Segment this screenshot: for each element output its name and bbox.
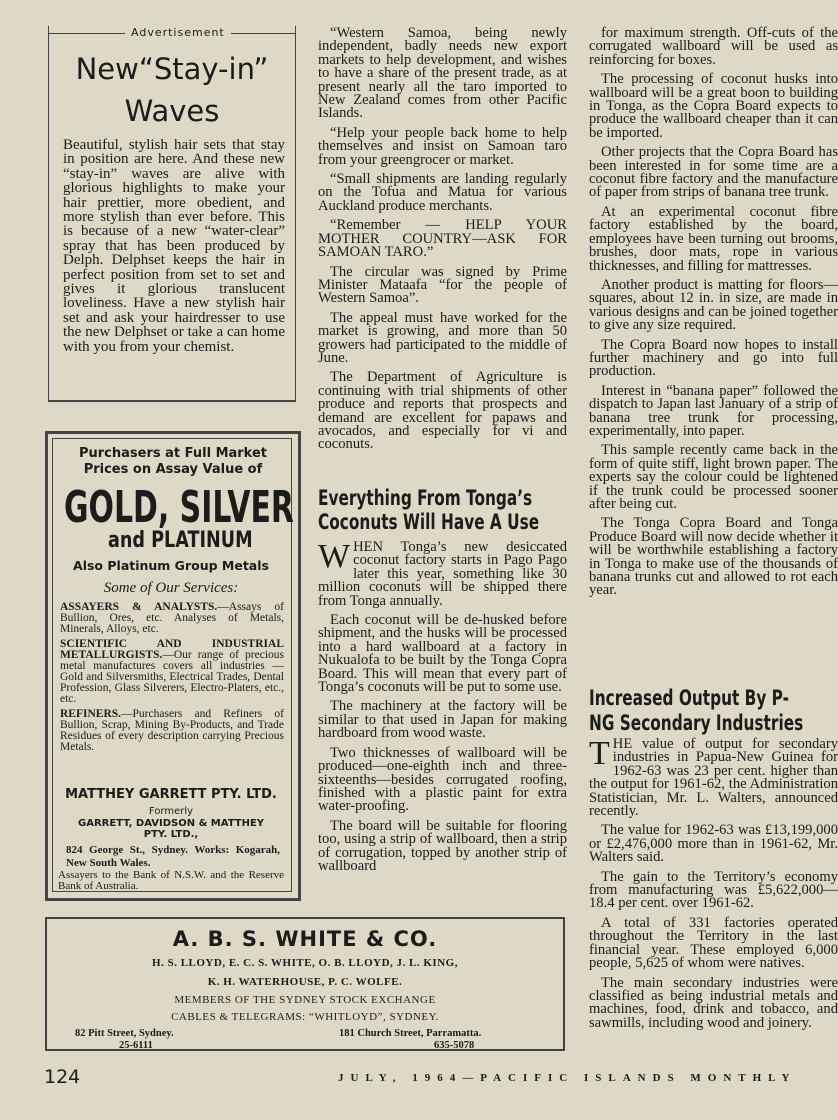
ad-white-names-1: H. S. LLOYD, E. C. S. WHITE, O. B. LLOYD, J. L. KING, bbox=[152, 957, 458, 969]
ad-body: Beautiful, stylish hair sets that stay in position are here. And these new “stay-in” waves are alive with glorious highlights to make your hair prettier, more obedient, and more stylish than ever before. This is because of a new “water-clear” spray that has been produced by Delph. Delphset keeps the hair in perfect position from set to set and gives it glorious translucent loveliness. Have a new stylish hair set and ask your hairdresser to use the new Delphset or take a can home with you from your chemist. bbox=[63, 137, 285, 355]
ad-gold-intro: Purchasers at Full Market Prices on Assay Value of bbox=[78, 446, 268, 477]
col2-p12: The board will be suitable for flooring too, using a strip of wallboard, then a strip of corrugation, topped by another strip of wallboard bbox=[318, 817, 567, 874]
ad-white-names-2: K. H. WATERHOUSE, P. C. WOLFE. bbox=[207, 976, 403, 988]
ad-gold-assayers: Assayers to the Bank of N.S.W. and the Reserve Bank of Australia. bbox=[58, 869, 284, 892]
ad-gold-svc3 bbox=[60, 709, 284, 753]
col2-heading-text: Everything From Tonga’s Coconuts Will Have A Use bbox=[318, 486, 540, 534]
column-3 bbox=[589, 27, 838, 598]
col3-p14: The main secondary industries were classified as being industrial metals and machines, food, drink and tobacco, and sawmills, including wood and joinery. bbox=[589, 974, 838, 1031]
col3-p3: Other projects that the Copra Board has been interested in for some time are a coconut fibre factory and the manufacture of paper from strips of banana tree trunk. bbox=[589, 144, 838, 201]
col2-heading bbox=[318, 486, 567, 534]
ad-white-members: MEMBERS OF THE SYDNEY STOCK EXCHANGE bbox=[174, 994, 436, 1006]
col3-p10-text: HE value of output for secondary industries in Papua-New Guinea for 1962-63 was 23 per cent. higher than the output for 1961-62, the Administration Statistician, Mr. L. Walters, announced recently. bbox=[589, 736, 838, 820]
page-number: 124 bbox=[44, 1066, 81, 1088]
ad-gold-svc2 bbox=[60, 639, 284, 705]
ad-gold-formerly: Formerly bbox=[148, 806, 194, 817]
col2-p4: “Remember — HELP YOUR MOTHER COUNTRY—ASK FOR SAMOAN TARO.” bbox=[318, 217, 567, 261]
col3-p13: A total of 331 factories operated throughout the Territory in the last financial year. These employed 6,000 people, 5,625 of whom were natives. bbox=[589, 914, 838, 972]
ad-white-office1-phone: 25-6111 bbox=[119, 1040, 153, 1051]
column-3-article bbox=[589, 735, 838, 1031]
col3-dropcap: T bbox=[589, 735, 610, 772]
col3-p7: Interest in “banana paper” followed the dispatch to Japan last January of a strip of banana tree trunk for processing, experimentally, into paper. bbox=[589, 382, 838, 439]
col3-p2: The processing of coconut husks into wallboard will be a great boon to building in Tonga, as the Copra Board expects to produce the wallboard cheaper than it can be imported. bbox=[589, 71, 838, 141]
ad-gold-svc1-label: ASSAYERS & ANALYSTS. bbox=[60, 601, 218, 613]
col3-p1: for maximum strength. Off-cuts of the corrugated wallboard will be used as reinforcing for boxes. bbox=[589, 25, 838, 68]
col2-p2: “Help your people back home to help themselves and insist on Samoan taro from your greengrocer or market. bbox=[318, 124, 567, 168]
column-3-clip bbox=[589, 25, 838, 667]
col2-p3: “Small shipments are landing regularly on the Tofua and Matua for various Auckland produce merchants. bbox=[318, 171, 567, 214]
ad-white-title: A. B. S. WHITE & CO. bbox=[172, 927, 438, 951]
col2-dropcap: W bbox=[318, 538, 351, 575]
ad-headline-2: Waves bbox=[124, 94, 220, 128]
ad-gold-box bbox=[45, 431, 301, 901]
ad-gold-line1: GOLD, SILVER bbox=[64, 482, 294, 533]
column-2 bbox=[318, 27, 567, 458]
ad-white-box bbox=[45, 917, 565, 1051]
ad-headline-1: New“Stay-in” bbox=[75, 52, 269, 86]
col3-p6: The Copra Board now hopes to install further machinery and go into full production. bbox=[589, 336, 838, 380]
col3-p5: Another product is matting for floors—squares, about 12 in. in size, are made in various designs and can be joined together to give any size required. bbox=[589, 276, 838, 334]
ad-white-cables: CABLES & TELEGRAMS: “WHITLOYD”, SYDNEY. bbox=[171, 1011, 439, 1023]
ad-hair-box bbox=[48, 26, 296, 402]
col3-p10 bbox=[589, 735, 838, 820]
ad-gold-svc1 bbox=[60, 602, 284, 635]
col2-p8 bbox=[318, 538, 567, 609]
column-3-article-clip bbox=[589, 735, 838, 1054]
col3-heading-text: Increased Output By P-NG Secondary Industries bbox=[589, 686, 804, 735]
ad-white-office1-addr: 82 Pitt Street, Sydney. bbox=[75, 1028, 174, 1039]
col2-p6: The appeal must have worked for the market is growing, and more than 50 growers had participated to the middle of June. bbox=[318, 309, 567, 366]
running-head: JULY, 1964—PACIFIC ISLANDS MONTHLY bbox=[338, 1072, 797, 1084]
ad-gold-svc2-text: —Our range of precious metal manufactures covers all industries — Gold and Silversmiths, Electrical Trades, Dental Profession, Glass Silverers, Electro-Platers, etc., etc. bbox=[60, 649, 284, 705]
ad-gold-svc3-label: REFINERS. bbox=[60, 708, 122, 720]
ad-gold-address: 824 George St., Sydney. Works: Kogarah, New South Wales. bbox=[66, 844, 280, 869]
ad-white-office2-phone: 635-5078 bbox=[434, 1040, 475, 1051]
ad-gold-company: MATTHEY GARRETT PTY. LTD. bbox=[65, 787, 277, 802]
ad-gold-former-name: GARRETT, DAVIDSON & MATTHEY PTY. LTD., bbox=[78, 818, 265, 840]
ad-gold-svc1-text: —Assays of Bullion, Ores, etc. Analyses of Metals, Minerals, Alloys, etc. bbox=[60, 601, 284, 635]
col3-p8: This sample recently came back in the form of quite stiff, light brown paper. The experts say the colour could be lightened if the trunk could be processed sooner after being cut. bbox=[589, 442, 838, 512]
col2-p10: The machinery at the factory will be similar to that used in Japan for making hardboard from wood waste. bbox=[318, 698, 567, 742]
col3-heading-clip bbox=[589, 686, 804, 736]
ad-gold-services-title: Some of Our Services: bbox=[103, 580, 239, 596]
col2-p1: “Western Samoa, being newly independent, badly needs new export markets to help development, and wishes to have a share of the present trade, as at present nearly all the taro imported to New Zealand comes from other Pacific Islands. bbox=[318, 25, 567, 122]
ad-kicker: Advertisement bbox=[125, 26, 231, 39]
column-2-article bbox=[318, 538, 567, 879]
ad-white-office2-addr: 181 Church Street, Parramatta. bbox=[339, 1028, 482, 1039]
col2-p8-text: HEN Tonga’s new desiccated coconut factory starts in Pago Pago later this year, something like 30 million coconuts will be shipped there from Tonga annually. bbox=[318, 539, 567, 609]
ad-gold-svc2-label: SCIENTIFIC AND INDUSTRIAL METALLURGISTS. bbox=[60, 638, 284, 661]
col3-p11: The value for 1962-63 was £13,199,000 or £2,476,000 more than in 1961-62, Mr. Walters said. bbox=[589, 822, 838, 866]
ad-gold-line3: Also Platinum Group Metals bbox=[73, 558, 269, 573]
ad-gold-line2: and PLATINUM bbox=[108, 528, 253, 553]
col2-p7: The Department of Agriculture is continuing with trial shipments of other produce and reports that prospects and demand are excellent for papaws and avocados, and especially for vi and coconuts. bbox=[318, 369, 567, 453]
col3-p9: The Tonga Copra Board and Tonga Produce Board will now decide whether it will be worthwhile establishing a factory in Tonga to make use of the thousands of banana trunks cut and allowed to rot each year. bbox=[589, 515, 838, 599]
ad-gold-svc3-text: —Purchasers and Refiners of Bullion, Scrap, Mining By-Products, and Trade Residues of every description carrying Precious Metals. bbox=[60, 708, 284, 753]
col2-p5: The circular was signed by Prime Minister Mataafa “for the people of Western Samoa”. bbox=[318, 263, 567, 307]
col3-p12: The gain to the Territory’s economy from manufacturing was £5,622,000—18.4 per cent. over 1961-62. bbox=[589, 868, 838, 912]
col3-p4: At an experimental coconut fibre factory established by the board, employees have been turning out brooms, brushes, door mats, rope in various thicknesses, and filling for mattresses. bbox=[589, 203, 838, 274]
col2-p11: Two thicknesses of wallboard will be produced—one-eighth inch and three-sixteenths—besides corrugated roofing, finished with a plastic paint for extra water-proofing. bbox=[318, 744, 567, 815]
col2-p9: Each coconut will be de-husked before shipment, and the husks will be processed into a hard wallboard at a factory in Nukualofa to be built by the Tonga Copra Board. This will mean that every part of Tonga’s coconuts will be put to some use. bbox=[318, 612, 567, 696]
ad-gold-services bbox=[60, 602, 284, 757]
